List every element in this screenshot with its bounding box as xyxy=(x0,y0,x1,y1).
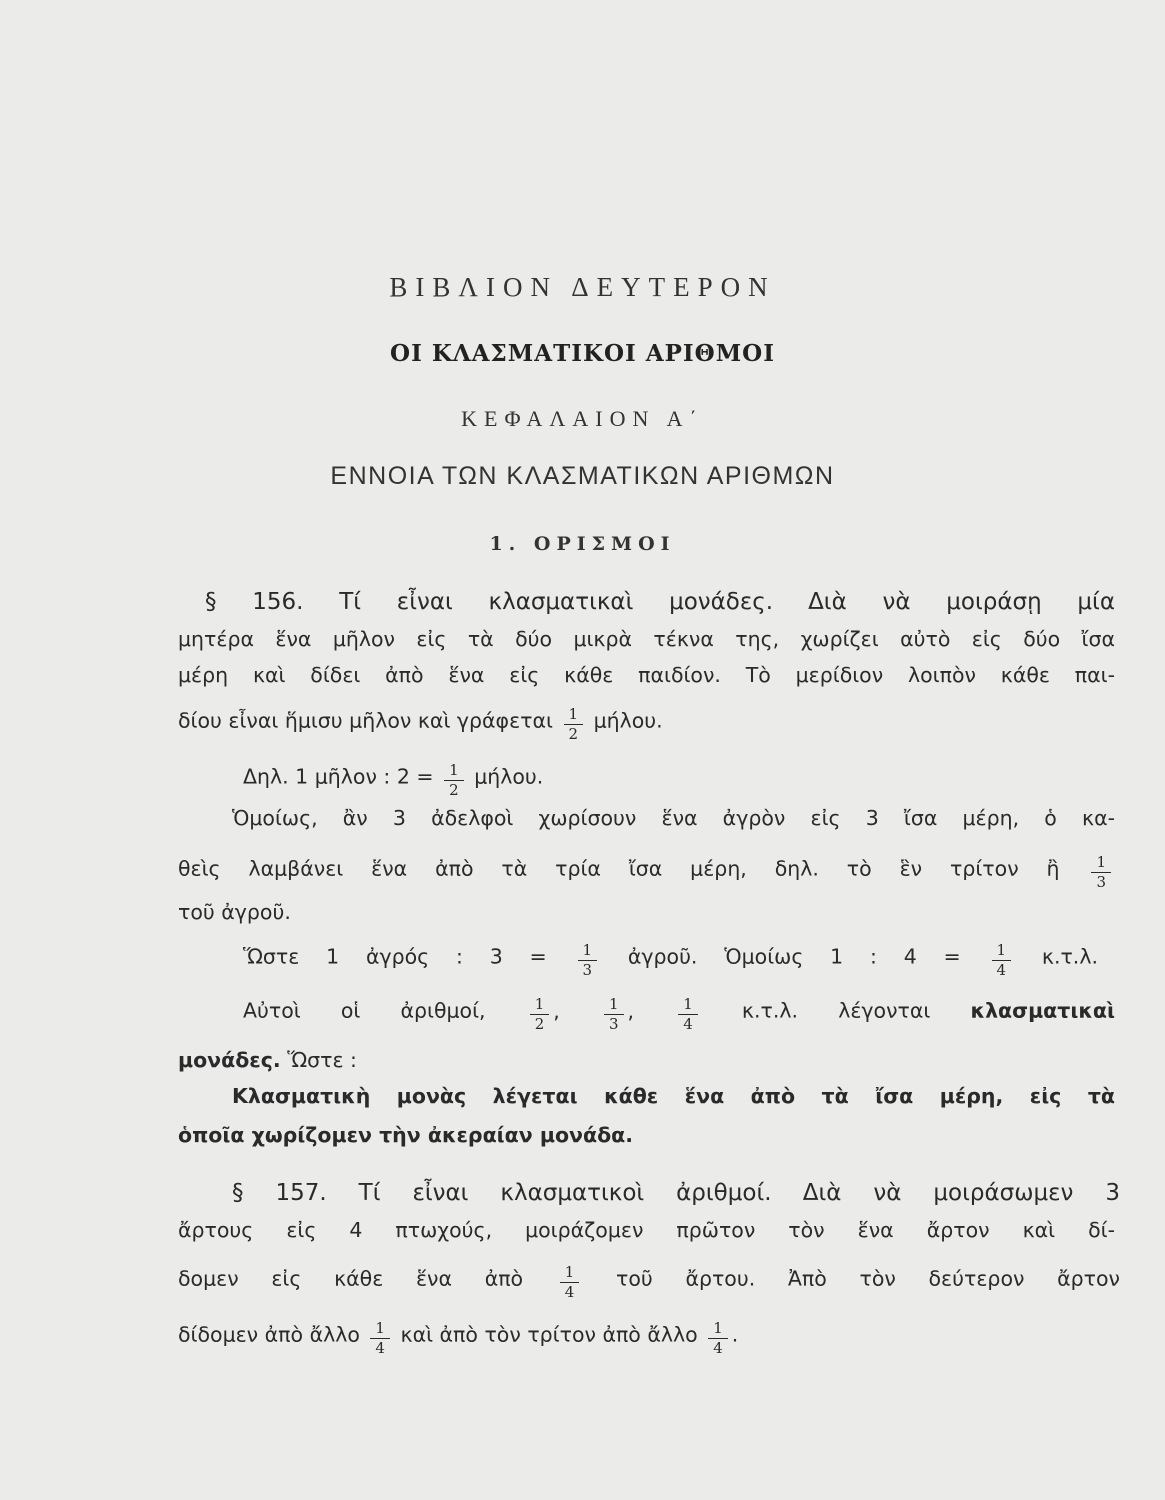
numerator: 1 xyxy=(530,997,550,1015)
numerator: 1 xyxy=(560,1265,580,1283)
chapter-heading: ΚΕΦΑΛΑΙΟΝ Α΄ xyxy=(461,406,704,431)
p157-line-3 xyxy=(178,1262,1120,1301)
text-segment: Ὥστε 1 ἀγρός : 3 = xyxy=(243,944,547,969)
denominator: 4 xyxy=(564,1283,575,1301)
chapter-title: ΕΝΝΟΙΑ ΤΩΝ ΚΛΑΣΜΑΤΙΚΩΝ ΑΡΙΘΜΩΝ xyxy=(330,462,835,490)
denominator: 4 xyxy=(996,961,1007,979)
numerator: 1 xyxy=(444,763,464,781)
numerator: 1 xyxy=(564,707,584,725)
fraction-one-half xyxy=(530,997,550,1032)
fraction-one-fourth xyxy=(708,1321,728,1356)
text-segment: Αὐτοὶ οἱ ἀριθμοί, xyxy=(243,998,486,1023)
definition-line-2: ὁποῖα χωρίζομεν τὴν ἀκεραίαν μονάδα. xyxy=(178,1123,634,1147)
p156-line-5 xyxy=(243,760,544,799)
p156-line-9 xyxy=(243,940,1098,979)
p156-text: Διὰ νὰ μοιράσῃ μία xyxy=(808,589,1115,615)
fraction-one-third xyxy=(604,997,624,1032)
denominator: 4 xyxy=(375,1339,385,1357)
part-title: ΟΙ ΚΛΑΣΜΑΤΙΚΟΙ ΑΡΙΘΜΟΙ xyxy=(390,340,775,367)
numerator: 1 xyxy=(578,943,598,961)
text-segment: τοῦ ἄρτου. Ἀπὸ τὸν δεύτερον ἄρτον xyxy=(616,1266,1120,1291)
text-segment: μήλου. xyxy=(593,708,663,733)
denominator: 4 xyxy=(713,1339,723,1357)
section-heading: 1. ΟΡΙΣΜΟΙ xyxy=(489,533,676,555)
numerator: 1 xyxy=(708,1321,728,1339)
text-segment: μήλου. xyxy=(474,764,544,789)
p156-line-2: μητέρα ἕνα μῆλον εἰς τὰ δύο μικρὰ τέκνα της, χωρίζει αὐτὸ εἰς δύο ἴσα xyxy=(178,627,1115,651)
denominator: 4 xyxy=(683,1015,693,1033)
text-segment: Δηλ. 1 μῆλον : 2 = xyxy=(243,764,434,789)
fraction-one-fourth xyxy=(992,943,1012,978)
numerator: 1 xyxy=(678,997,698,1015)
fraction-list: $\frac{1}{2}$ , $\frac{1}{3}$ , $\frac{1}{4}$ xyxy=(526,999,742,1023)
p156-line-1 xyxy=(205,587,1115,617)
p157-line-1 xyxy=(232,1178,1120,1208)
fraction-one-fourth xyxy=(678,997,698,1032)
numerator: 1 xyxy=(1091,855,1111,873)
term-bold: μονάδες. xyxy=(178,1048,281,1072)
text-segment: δίου εἶναι ἥμισυ μῆλον καὶ γράφεται xyxy=(178,708,553,733)
text-segment: κ.τ.λ. xyxy=(1041,944,1098,969)
p156-line-6: Ὁμοίως, ἂν 3 ἀδελφοὶ χωρίσουν ἕνα ἀγρὸν εἰς 3 ἴσα μέρη, ὁ κα- xyxy=(232,806,1115,830)
numerator: 1 xyxy=(604,997,624,1015)
p156-line-7 xyxy=(178,852,1115,891)
fraction-one-half xyxy=(444,763,464,798)
text-segment: δίδομεν ἀπὸ ἄλλο xyxy=(178,1322,360,1347)
p157-heading: § 157. Τί εἶναι κλασματικοὶ ἀριθμοί. xyxy=(232,1180,772,1206)
text-segment: θεὶς λαμβάνει ἕνα ἀπὸ τὰ τρία ἴσα μέρη, δηλ. τὸ ἓν τρίτον ἢ xyxy=(178,856,1060,881)
text-segment: δομεν εἰς κάθε ἕνα ἀπὸ xyxy=(178,1266,524,1291)
p157-text: Διὰ νὰ μοιράσωμεν 3 xyxy=(802,1180,1120,1206)
p156-heading: § 156. Τί εἶναι κλασματικαὶ μονάδες. xyxy=(205,589,774,615)
text-segment: κ.τ.λ. λέγονται xyxy=(741,998,931,1023)
text-segment: ἀγροῦ. Ὁμοίως 1 : 4 = xyxy=(627,944,961,969)
numerator: 1 xyxy=(370,1321,390,1339)
denominator: 2 xyxy=(534,1015,545,1033)
p156-line-8: τοῦ ἀγροῦ. xyxy=(178,900,291,924)
fraction-one-third xyxy=(578,943,598,978)
period: . xyxy=(731,1322,739,1347)
book-heading: ΒΙΒΛΙΟΝ ΔΕΥΤΕΡΟΝ xyxy=(389,272,776,302)
text-segment: Ὥστε : xyxy=(287,1048,357,1072)
fraction-one-half xyxy=(564,707,584,742)
denominator: 3 xyxy=(1096,873,1106,891)
p157-line-4 xyxy=(178,1318,739,1357)
p156-line-3: μέρη καὶ δίδει ἀπὸ ἕνα εἰς κάθε παιδίον. Τὸ μερίδιον λοιπὸν κάθε παι- xyxy=(178,663,1115,687)
fraction-one-fourth xyxy=(560,1265,580,1300)
p156-line-11 xyxy=(178,1045,357,1075)
fraction-one-third xyxy=(1091,855,1111,890)
numerator: 1 xyxy=(992,943,1012,961)
p156-line-10 xyxy=(243,994,1115,1033)
p156-line-4 xyxy=(178,704,663,743)
p157-line-2: ἄρτους εἰς 4 πτωχούς, μοιράζομεν πρῶτον τὸν ἕνα ἄρτον καὶ δί- xyxy=(178,1218,1115,1242)
fraction-one-fourth xyxy=(370,1321,390,1356)
denominator: 3 xyxy=(608,1015,619,1033)
term-bold: κλασματικαὶ xyxy=(970,998,1115,1023)
denominator: 2 xyxy=(568,725,579,743)
definition-line-1: Κλασματικὴ μονὰς λέγεται κάθε ἕνα ἀπὸ τὰ ἴσα μέρη, εἰς τὰ xyxy=(232,1084,1115,1108)
denominator: 2 xyxy=(449,781,459,799)
text-segment: καὶ ἀπὸ τὸν τρίτον ἀπὸ ἄλλο xyxy=(400,1322,698,1347)
denominator: 3 xyxy=(582,961,593,979)
